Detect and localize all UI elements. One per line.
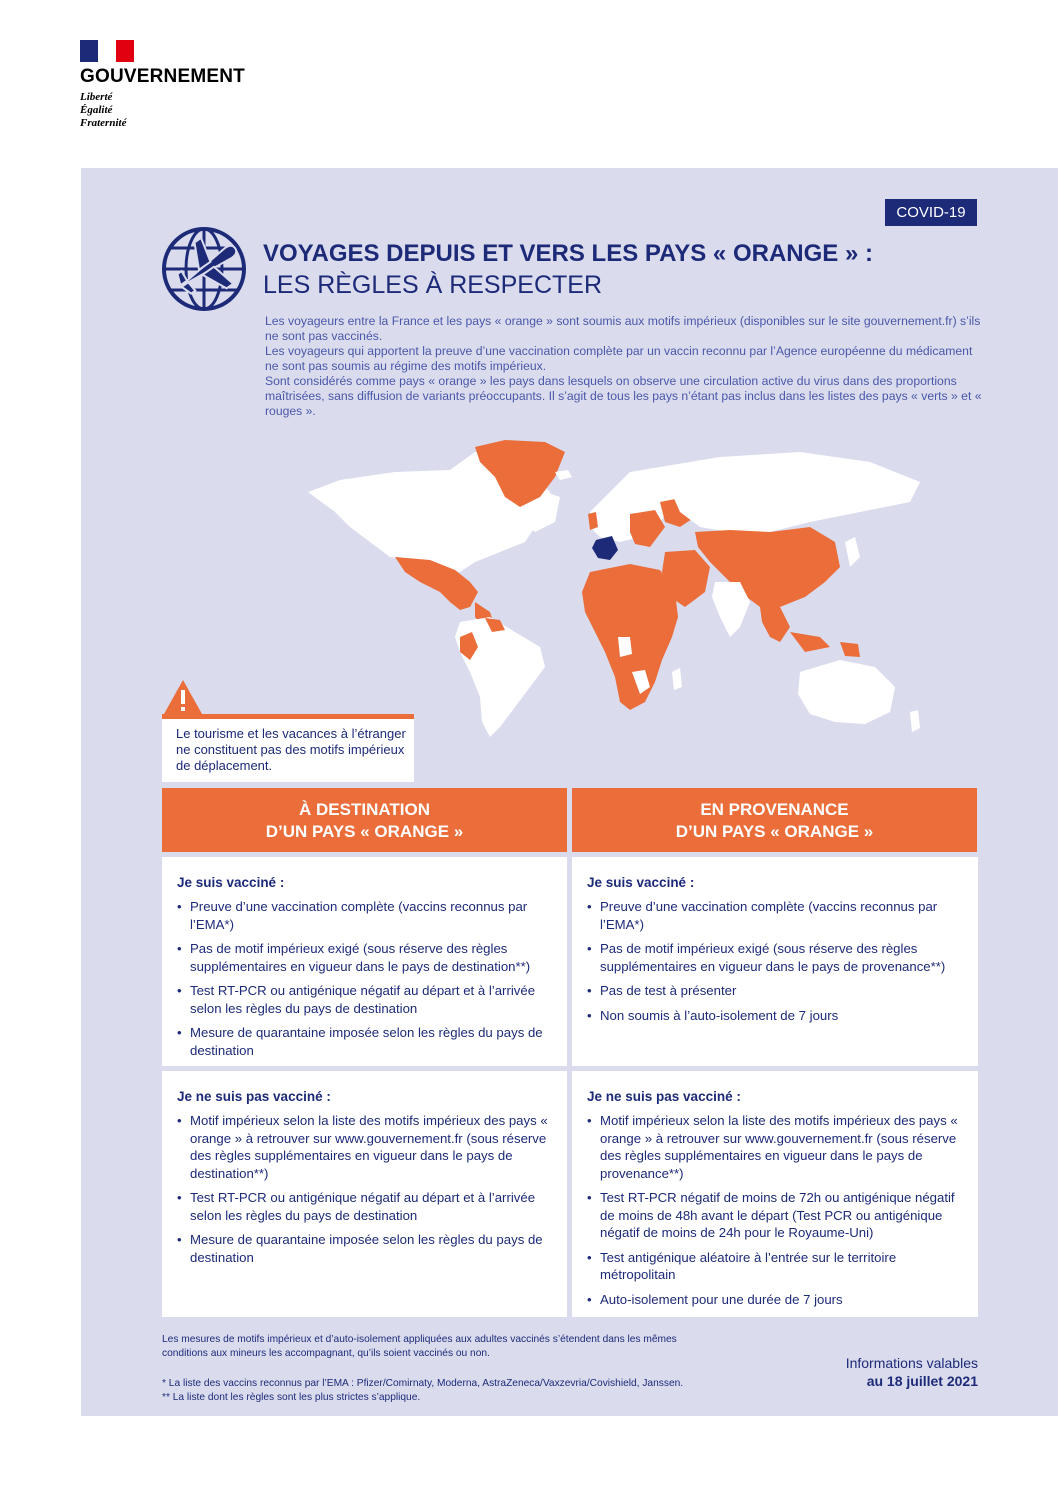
- page-title: VOYAGES DEPUIS ET VERS LES PAYS « ORANGE » :: [263, 240, 873, 267]
- destination-vaccinated-card: [162, 857, 567, 1066]
- list-item: • Pas de motif impérieux exigé (sous réserve des règles supplémentaires en vigueur dans le pays de destination**): [177, 940, 553, 975]
- card-title: Je ne suis pas vacciné :: [587, 1089, 741, 1104]
- list-item: • Test RT-PCR ou antigénique négatif au départ et à l’arrivée selon les règles du pays de destination: [177, 982, 553, 1017]
- covid-badge: COVID-19: [885, 199, 977, 226]
- card-title: Je ne suis pas vacciné :: [177, 1089, 331, 1104]
- warning-text: Le tourisme et les vacances à l’étranger ne constituent pas des motifs impérieux de déplacement.: [176, 726, 406, 773]
- list-item: • Mesure de quarantaine imposée selon les règles du pays de destination: [177, 1231, 553, 1266]
- footnote-double-star: ** La liste dont les règles sont les plus strictes s’applique.: [162, 1392, 421, 1403]
- list-item: • Preuve d’une vaccination complète (vaccins reconnus par l’EMA*): [177, 898, 553, 933]
- intro-text: [265, 314, 985, 419]
- list-item: • Pas de motif impérieux exigé (sous réserve des règles supplémentaires en vigueur dans le pays de provenance**): [587, 940, 964, 975]
- warning-callout: [162, 678, 414, 782]
- provenance-unvaccinated-card: [572, 1071, 978, 1317]
- validity-note: Informations valables au 18 juillet 2021: [845, 1355, 978, 1389]
- header-provenance: EN PROVENANCE D’UN PAYS « ORANGE »: [572, 788, 977, 852]
- government-logo: [80, 40, 280, 130]
- header-destination: À DESTINATION D’UN PAYS « ORANGE »: [162, 788, 567, 852]
- footnote-star: * La liste des vaccins reconnus par l’EMA : Pfizer/Comirnaty, Moderna, AstraZeneca/Vaxzevria/Covishield, Janssen.: [162, 1378, 684, 1389]
- warning-icon: [162, 678, 204, 716]
- intro-paragraph: Sont considérés comme pays « orange » les pays dans lesquels on observe une circulation active du virus dans des proportions maîtrisées, sans diffusion de variants préoccupants. Il s’agit de tous les pays n’étant pas inclus dans les listes des pays « verts » et « rouges ».: [265, 374, 982, 418]
- card-title: Je suis vacciné :: [587, 875, 695, 890]
- list-item: • Non soumis à l’auto-isolement de 7 jours: [587, 1007, 964, 1025]
- list-item: • Motif impérieux selon la liste des motifs impérieux des pays « orange » à retrouver sur www.gouvernement.fr (sous réserve des règles supplémentaires en vigueur dans le pays de provenance**): [587, 1112, 964, 1182]
- footnote-minors: Les mesures de motifs impérieux et d’auto-isolement appliquées aux adultes vaccinés s’étendent dans les mêmes conditions aux mineurs les accompagnant, qu’ils soient vaccinés ou non.: [162, 1334, 677, 1359]
- list-item: • Preuve d’une vaccination complète (vaccins reconnus par l’EMA*): [587, 898, 964, 933]
- globe-plane-icon: [161, 226, 247, 312]
- destination-unvaccinated-card: [162, 1071, 567, 1317]
- list-item: • Test antigénique aléatoire à l’entrée sur le territoire métropolitain: [587, 1249, 964, 1284]
- logo-motto: Liberté Égalité Fraternité: [80, 91, 127, 129]
- page-subtitle: LES RÈGLES À RESPECTER: [263, 271, 603, 299]
- card-title: Je suis vacciné :: [177, 875, 285, 890]
- logo-wordmark: GOUVERNEMENT: [80, 66, 245, 87]
- list-item: • Auto-isolement pour une durée de 7 jours: [587, 1291, 964, 1309]
- list-item: • Test RT-PCR négatif de moins de 72h ou antigénique négatif de moins de 48h avant le départ (Test PCR ou antigénique négatif de moins de 24h pour le Royaume-Uni): [587, 1189, 964, 1242]
- footnotes: [162, 1377, 782, 1405]
- intro-paragraph: Les voyageurs entre la France et les pays « orange » sont soumis aux motifs impérieux (disponibles sur le site gouvernement.fr) s’ils ne sont pas vaccinés.: [265, 314, 981, 343]
- list-item: • Test RT-PCR ou antigénique négatif au départ et à l’arrivée selon les règles du pays de destination: [177, 1189, 553, 1224]
- provenance-vaccinated-card: [572, 857, 978, 1066]
- list-item: • Motif impérieux selon la liste des motifs impérieux des pays « orange » à retrouver sur www.gouvernement.fr (sous réserve des règles supplémentaires en vigueur dans le pays de destination**): [177, 1112, 553, 1182]
- map-australia: [798, 660, 895, 724]
- list-item: • Mesure de quarantaine imposée selon les règles du pays de destination: [177, 1024, 553, 1059]
- marianne-flag-icon: [80, 40, 134, 62]
- list-item: • Pas de test à présenter: [587, 982, 964, 1000]
- map-russia: [660, 452, 920, 532]
- intro-paragraph: Les voyageurs qui apportent la preuve d’une vaccination complète par un vaccin reconnu par l’Agence européenne du médicament ne sont pas soumis au régime des motifs impérieux.: [265, 344, 973, 373]
